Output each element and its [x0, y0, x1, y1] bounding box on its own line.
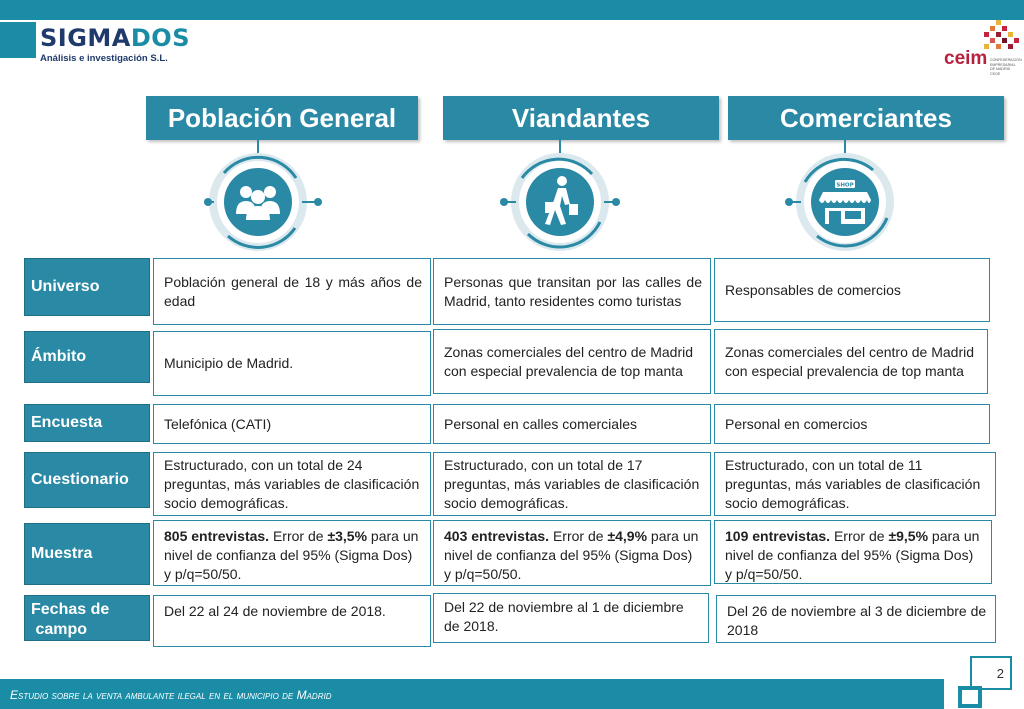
cell-ambito-viandantes — [433, 329, 711, 394]
cell-universo-viandantes — [433, 258, 711, 325]
cell-ambito-comerciantes — [714, 329, 988, 394]
cell-text — [444, 527, 702, 584]
people-group-icon — [168, 140, 348, 255]
cell-text: Zonas comerciales del centro de Madrid con especial prevalencia de top manta — [444, 343, 694, 379]
error-prefix: Error de — [269, 528, 328, 544]
cell-text: Personal en calles comerciales — [444, 415, 637, 432]
cell-text: Zonas comerciales del centro de Madrid con especial prevalencia de top manta — [725, 343, 975, 379]
page-decoration-square — [958, 686, 982, 708]
sample-count: 109 entrevistas. — [725, 528, 831, 544]
cell-encuesta-comerciantes — [714, 404, 990, 444]
cell-cuestionario-poblacion — [153, 452, 431, 516]
cell-text: Estructurado, con un total de 17 preguntas, más variables de clasificación socio demográficas. — [444, 456, 700, 511]
cell-text — [725, 527, 983, 584]
shop-icon — [755, 140, 935, 255]
cell-muestra-comerciantes — [714, 520, 992, 584]
error-value: ±3,5% — [327, 528, 368, 544]
cell-text: Estructurado, con un total de 11 preguntas, más variables de clasificación socio demográficas. — [725, 456, 981, 511]
sigmados-logo — [0, 22, 200, 68]
cell-text: Del 26 de noviembre al 3 de diciembre de 2018 — [727, 603, 987, 638]
ceim-logo — [938, 18, 1022, 90]
logo-brand-part2: DOS — [130, 24, 190, 52]
cell-cuestionario-comerciantes — [714, 452, 996, 516]
confidence-text: para un nivel de confianza del 95% (Sigma Dos) y p/q=50/50. — [164, 528, 419, 582]
column-header-viandantes: Viandantes — [443, 96, 719, 140]
cell-text: Personal en comercios — [725, 415, 868, 432]
page-number-box — [970, 656, 1012, 690]
cell-universo-comerciantes — [714, 258, 990, 322]
footer-bar — [0, 679, 944, 709]
cell-encuesta-poblacion — [153, 404, 431, 444]
cell-universo-poblacion — [153, 258, 431, 325]
cell-fechas-viandantes — [433, 593, 709, 643]
cell-text: Personas que transitan por las calles de Madrid, tanto residentes como turistas — [444, 273, 702, 309]
cell-cuestionario-viandantes — [433, 452, 711, 516]
row-label-fechas — [24, 595, 150, 641]
cell-fechas-poblacion — [153, 595, 431, 647]
cell-text: Del 22 al 24 de noviembre de 2018. — [164, 603, 386, 619]
top-bar — [0, 0, 1024, 20]
row-label-cuestionario: Cuestionario — [24, 452, 150, 508]
column-header-poblacion: Población General — [146, 96, 418, 140]
cell-text: Municipio de Madrid. — [164, 355, 294, 371]
column-header-comerciantes: Comerciantes — [728, 96, 1004, 140]
cell-fechas-comerciantes — [716, 595, 996, 643]
confidence-text: para un nivel de confianza del 95% (Sigma Dos) y p/q=50/50. — [444, 528, 699, 582]
error-value: ±9,5% — [888, 528, 929, 544]
cell-text: Estructurado, con un total de 24 preguntas, más variables de clasificación socio demográficas. — [164, 456, 420, 511]
row-label-fechas-line1: Fechas de — [31, 601, 110, 618]
cell-text: Población general de 18 y más años de edad — [164, 273, 422, 309]
row-label-universo: Universo — [24, 258, 150, 316]
cell-encuesta-viandantes — [433, 404, 711, 444]
logo-tagline: Análisis e investigación S.L. — [40, 53, 168, 64]
row-label-ambito: Ámbito — [24, 331, 150, 383]
page-number: 2 — [996, 666, 1004, 681]
cell-muestra-viandantes — [433, 520, 711, 586]
logo-square — [0, 22, 36, 58]
ceim-wordmark: ceim — [944, 48, 988, 69]
cell-text: Del 22 de noviembre al 1 de diciembre de 2018. — [444, 599, 684, 634]
svg-text:SHOP: SHOP — [836, 182, 854, 189]
cell-muestra-poblacion — [153, 520, 431, 586]
confidence-text: para un nivel de confianza del 95% (Sigma Dos) y p/q=50/50. — [725, 528, 980, 582]
sample-count: 403 entrevistas. — [444, 528, 550, 544]
error-prefix: Error de — [549, 528, 608, 544]
footer-title: Estudio sobre la venta ambulante ilegal en el municipio de Madrid — [10, 688, 332, 702]
cell-text: Telefónica (CATI) — [164, 415, 272, 432]
logo-brand-part1: SIGMA — [40, 24, 131, 52]
pedestrian-shopping-icon — [470, 140, 650, 255]
logo-brand — [40, 24, 190, 52]
error-value: ±4,9% — [607, 528, 648, 544]
error-prefix: Error de — [830, 528, 889, 544]
row-label-muestra: Muestra — [24, 523, 150, 585]
cell-ambito-poblacion — [153, 331, 431, 396]
sample-count: 805 entrevistas. — [164, 528, 270, 544]
ceim-subtitle: CONFEDERACIÓN EMPRESARIAL DE MADRID CEOE — [990, 58, 1022, 76]
cell-text — [164, 527, 422, 584]
row-label-fechas-line2: campo — [31, 621, 88, 638]
row-label-encuesta: Encuesta — [24, 404, 150, 442]
cell-text: Responsables de comercios — [725, 281, 901, 298]
